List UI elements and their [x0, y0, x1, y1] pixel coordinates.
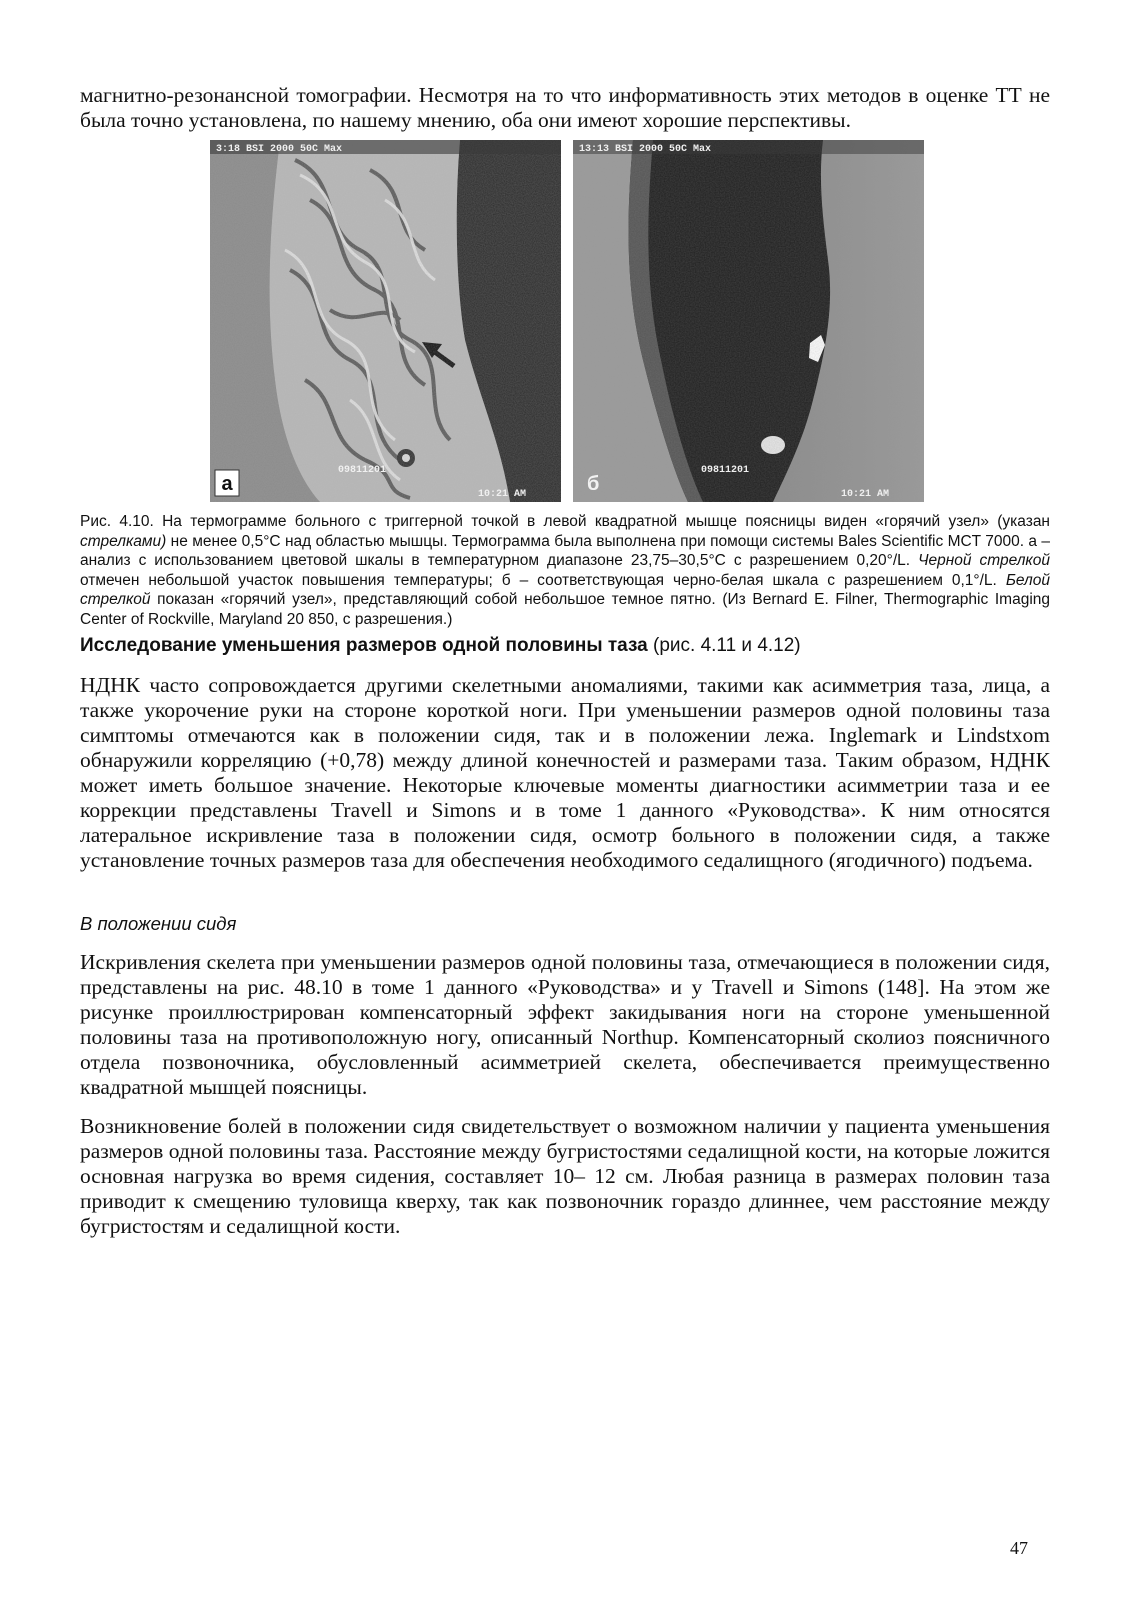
panel-b-overlay-bottom: 10:21 AM: [841, 489, 890, 500]
caption-text-2: не менее 0,5°C над областью мышцы. Термограмма была выполнена при помощи системы Bales Scientific MCT 7000. а – анализ с использованием цветовой шкалы в температурном диапазоне 23,75–30,5°С с разрешением 0,20°/L.: [80, 532, 1050, 570]
section-heading-title: Исследование уменьшения размеров одной половины таза: [80, 635, 648, 656]
subheading-sitting: В положении сидя: [80, 913, 237, 934]
figure-4-10: [210, 140, 922, 502]
section-paragraph-3: Возникновение болей в положении сидя свидетельствует о возможном наличии у пациента уменьшения размеров одной половины таза. Расстояние между бугристостями седалищной кости, на которые ложится основная нагрузка во время сидения, составляет 10– 12 см. Любая разница в размерах половин таза приводит к смещению туловища кверху, так как позвоночник гораздо длиннее, чем расстояние между бугристостям и седалищной кости.: [80, 1114, 1050, 1238]
panel-a-overlay-top: 3:18 BSI 2000 50C Max: [216, 144, 343, 155]
panel-a-overlay-bottom: 10:21 AM: [478, 489, 527, 500]
section-heading-figure-ref: (рис. 4.11 и 4.12): [647, 635, 801, 656]
intro-paragraph: магнитно-резонансной томографии. Несмотря на то что информативность этих методов в оценке ТТ не была точно установлена, по нашему мнению, оба они имеют хорошие перспективы.: [80, 83, 1050, 132]
caption-text-1: Рис. 4.10. На термограмме больного с триггерной точкой в левой квадратной мышце поясницы виден «горячий узел» (указан: [80, 513, 1050, 530]
panel-b-overlay-id: 09811201: [701, 465, 750, 476]
panel-b-overlay-top: 13:13 BSI 2000 50C Max: [579, 144, 712, 155]
caption-text-3: отмечен небольшой участок повышения температуры; б – соответствующая черно-белая шкала с разрешением 0,1°/L.: [80, 571, 1006, 589]
panel-b-label: б: [587, 473, 600, 495]
caption-text-4: показан «горячий узел», представляющий собой небольшое темное пятно. (Из Bernard E. Filner, Thermographic Imaging Center of Rockville, Maryland 20 850, с разрешения.): [80, 591, 1050, 628]
panel-a-label: а: [221, 473, 233, 495]
caption-italic-2: Черной стрелкой: [918, 552, 1050, 570]
section-paragraph-2: Искривления скелета при уменьшении размеров одной половины таза, отмечающиеся в положении сидя, представлены на рис. 48.10 в томе 1 данного «Руководства» и у Travell и Simons (148]. На этом же рисунке проиллюстрирован компенсаторный эффект закидывания ноги на стороне уменьшенной половины таза на противоположную ногу, описанный Northup. Компенсаторный сколиоз поясничного отдела позвоночника, обусловленный асимметрией скелета, обеспечивается преимущественно квадратной мышцей поясницы.: [80, 950, 1050, 1099]
thermogram-panel-b: [573, 140, 924, 502]
section-paragraph-1: НДНК часто сопровождается другими скелетными аномалиями, такими как асимметрия таза, лица, а также укорочение руки на стороне короткой ноги. При уменьшении размеров одной половины таза симптомы отмечаются как в положении сидя, так и в положении лежа. Inglemark и Lindstxom обнаружили корреляцию (+0,78) между длиной конечностей и размерами таза. Таким образом, НДНК может иметь большое значение. Некоторые ключевые моменты диагностики асимметрии таза и ее коррекции представлены Travell и Simons и в томе 1 данного «Руководства». К ним относятся латеральное искривление таза в положении сидя, осмотр больного в положении сидя, а также установление точных размеров таза для обеспечения необходимого седалищного (ягодичного) подъема.: [80, 673, 1050, 872]
caption-italic-1: стрелками): [80, 532, 167, 550]
section-heading: [80, 634, 1050, 658]
thermogram-b-image: [573, 140, 924, 502]
thermogram-a-image: [210, 140, 561, 502]
panel-a-overlay-id: 09811201: [338, 465, 387, 476]
figure-caption: [80, 512, 1050, 630]
caption-italic-3: Белой стрелкой: [80, 571, 1050, 609]
thermogram-panel-a: [210, 140, 561, 502]
page-number: 47: [1010, 1538, 1028, 1558]
